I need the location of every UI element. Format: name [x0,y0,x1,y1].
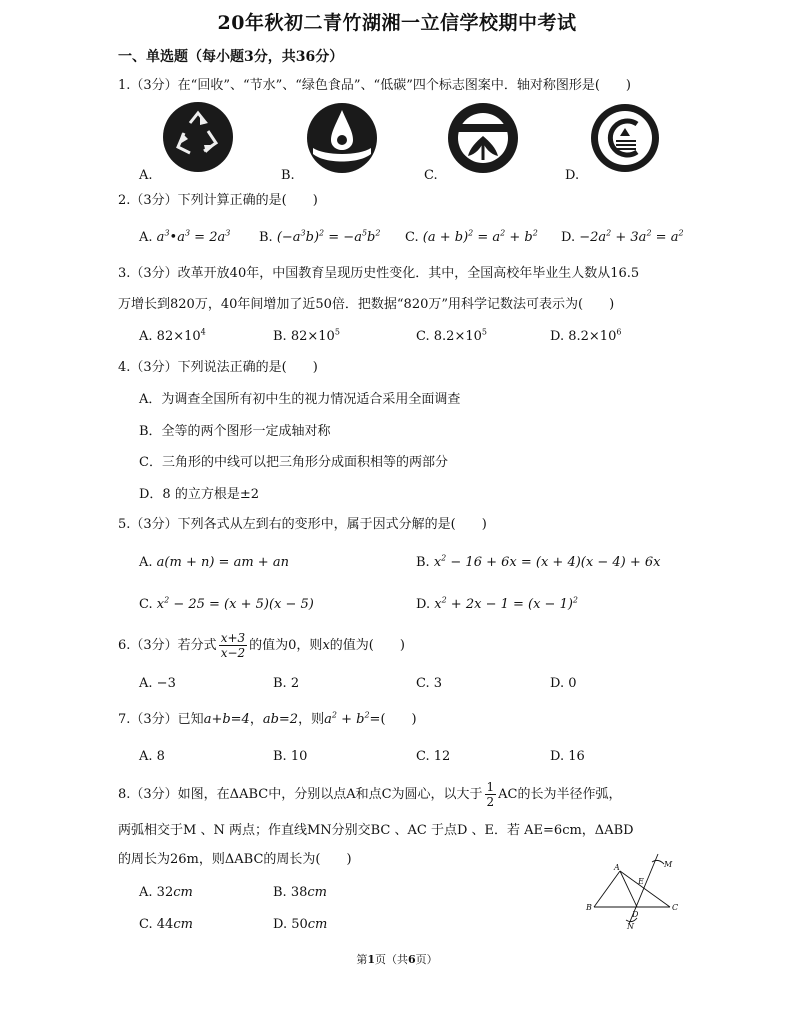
point-label-n: N [627,922,634,930]
q2-label-b: B. [259,230,273,245]
q4-option-b[interactable]: B．全等的两个图形一定成轴对称 [139,424,331,439]
water-saving-logo-icon [305,102,379,174]
q8-option-a[interactable]: A. 32cm [139,885,193,900]
question-1-stem: 1.（3分）在“回收”、“节水”、“绿色食品”、“低碳”四个标志图案中．轴对称图形是( ) [118,78,631,93]
q2-expr-b: $(-a^3b)^2 = -a^5b^2$ [276,228,381,245]
footer-page-number: 1 [367,953,375,966]
point-label-a: A [614,863,620,872]
q7-option-d[interactable]: D. 16 [550,749,585,764]
question-3-line-1: 3.（3分）改革开放40年，中国教育呈现历史性变化．其中，全国高校年毕业生人数从16.5 [118,266,640,281]
q3-option-b[interactable]: B. $82\times 10^5$ [273,327,340,344]
q5-option-d[interactable]: D. $x^2 + 2x - 1 = (x - 1)^2$ [416,595,579,612]
q7-option-b[interactable]: B. 10 [273,749,308,764]
q5-option-c[interactable]: C. $x^2 - 25 = (x + 5)(x - 5)$ [139,595,314,612]
question-8-line-2: 两弧相交于M 、N 两点；作直线MN分别交BC 、AC 于点D 、E．若 AE=6cm，ΔABD [118,823,634,838]
q4-option-a[interactable]: A．为调查全国所有初中生的视力情况适合采用全面调查 [139,392,461,407]
q3-option-d[interactable]: D. $8.2\times 10^6$ [550,327,622,344]
q6-option-b[interactable]: B. 2 [273,676,300,691]
q1-option-b[interactable]: B. [281,168,295,183]
q3-option-a[interactable]: A. $82\times 10^4$ [139,327,206,344]
q8-option-c[interactable]: C. 44cm [139,917,193,932]
q6-option-d[interactable]: D. 0 [550,676,577,691]
point-label-m: M [664,860,673,869]
point-label-e: E [638,877,644,886]
segment-ad [620,871,637,907]
q2-option-a[interactable] [139,229,230,247]
q1-option-d[interactable]: D. [565,168,580,183]
point-label-d: D [632,910,639,919]
q2-label-d: D. [561,230,576,245]
question-5-stem: 5.（3分）下列各式从左到右的变形中，属于因式分解的是( ) [118,517,487,532]
point-label-c: C [672,903,679,912]
page-title: 20年秋初二青竹湖湘一立信学校期中考试 [217,12,577,34]
point-label-b: B [586,903,592,912]
triangle-construction-figure [582,850,684,930]
question-8-line-1: 8.（3分）如图，在ΔABC中，分别以点A和点C为圆心，以大于 $\frac{1}{2}$ AC的长为半径作弧， [118,780,622,809]
recycle-logo-icon [160,101,236,173]
section-heading: 一、单选题（每小题3分，共36分） [118,49,344,65]
segment-ac [620,871,670,907]
q1-option-c[interactable]: C. [424,168,438,183]
q8-option-b[interactable]: B. 38cm [273,885,327,900]
question-6-stem: 6.（3分）若分式 $\frac{x+3}{x-2}$ 的值为0，则x的值为( ) [118,631,405,660]
question-3-line-2: 万增长到820万，40年间增加了近50倍．把数据“820万”用科学记数法可表示为( ) [118,297,615,312]
q4-option-c[interactable]: C．三角形的中线可以把三角形分成面积相等的两部分 [139,455,448,470]
q4-option-d[interactable]: D．8 的立方根是±2 [139,487,259,502]
q7-option-a[interactable]: A. 8 [139,749,165,764]
q2-option-b[interactable] [259,229,380,247]
q3-option-c[interactable]: C. $8.2\times 10^5$ [416,327,487,344]
question-4-stem: 4.（3分）下列说法正确的是( ) [118,360,318,375]
page-footer: 第1页（共6页） [356,953,438,966]
q8-option-d[interactable]: D. 50cm [273,917,328,932]
q8-half-fraction: $\frac{1}{2}$ [486,780,495,809]
question-8-line-3: 的周长为26m，则ΔABC的周长为( ) [118,852,352,867]
q6-option-c[interactable]: C. 3 [416,676,443,691]
q2-label-c: C. [405,230,419,245]
q7-option-c[interactable]: C. 12 [416,749,451,764]
q6-option-a[interactable]: A. −3 [139,676,176,691]
question-7-stem: 7.（3分）已知a+b=4，ab=2，则$a^2 + b^2=$( ) [118,710,417,727]
green-food-logo-icon [446,102,520,174]
q2-expr-d: $-2a^2 + 3a^2 = a^2$ [579,228,684,245]
q5-option-a[interactable]: A. a(m + n) = am + an [139,555,289,570]
q6-fraction: $\frac{x+3}{x-2}$ [220,631,246,660]
question-2-stem: 2.（3分）下列计算正确的是( ) [118,193,318,208]
q5-option-b[interactable]: B. $x^2 - 16 + 6x = (x + 4)(x - 4) + 6x$ [416,553,661,570]
segment-ab [594,871,620,907]
q2-option-c[interactable] [405,229,538,247]
low-carbon-logo-icon [590,102,660,174]
footer-total-pages: 6 [408,953,416,966]
q2-label-a: A. [139,230,153,245]
q2-expr-c: $(a + b)^2 = a^2 + b^2$ [422,228,538,245]
q2-expr-a: $a^3•a^3 = 2a^3$ [156,228,231,245]
q1-option-a[interactable]: A. [139,168,153,183]
q2-option-d[interactable] [561,229,684,247]
